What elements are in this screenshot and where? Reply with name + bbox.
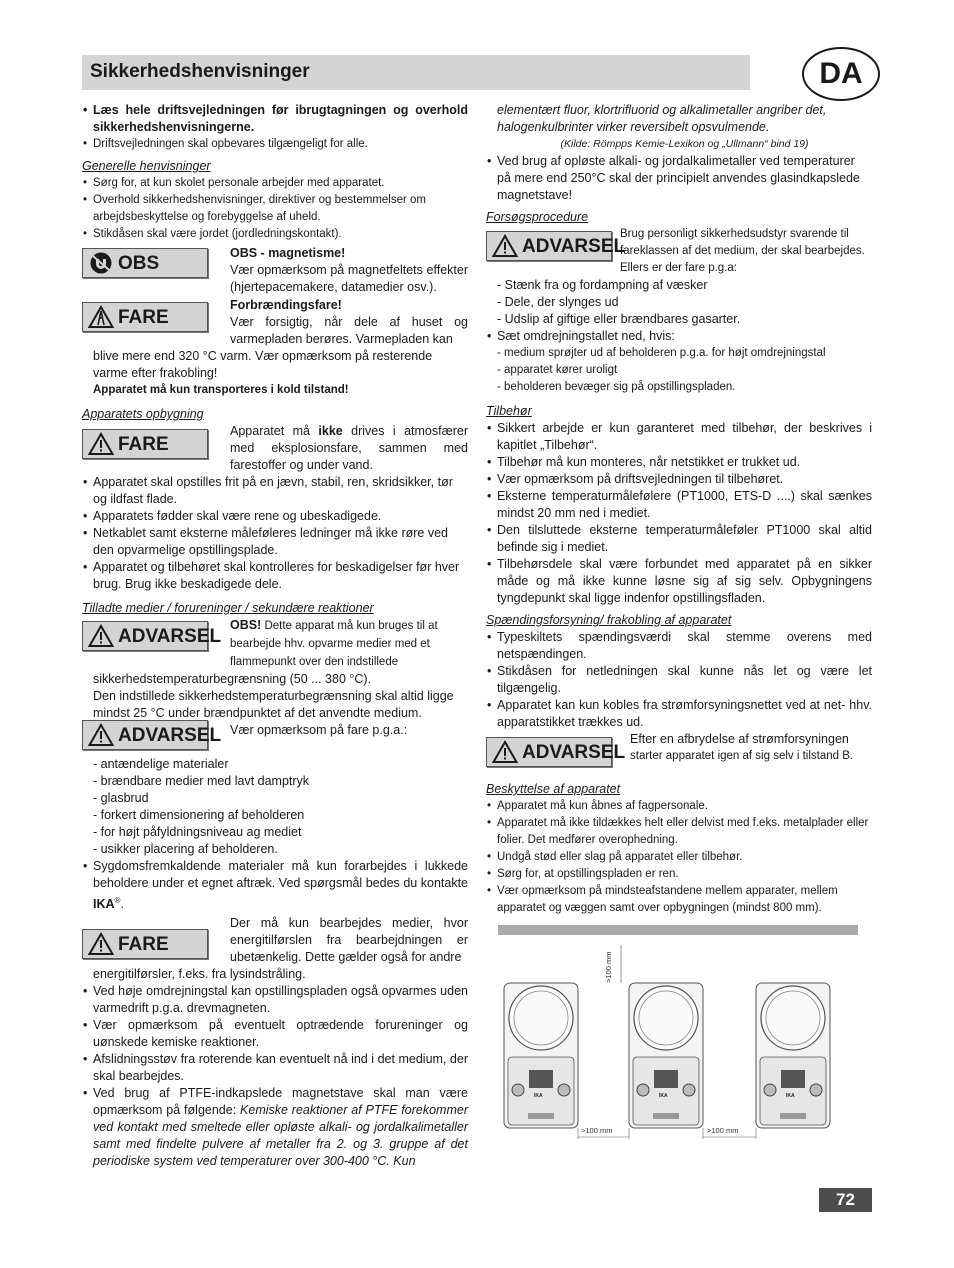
warning-icon <box>88 932 114 956</box>
list-item: • Stikdåsen skal være jordet (jordledningskontakt). <box>82 226 468 243</box>
fare-badge <box>82 929 208 959</box>
fare-label: FARE <box>118 306 169 328</box>
dim-label-left: >100 mm <box>581 1126 613 1135</box>
ptfe-cont: elementært fluor, klortrifluorid og alkalimetaller angriber det, halogenkulbrinter virker reversibelt opsvulmende. <box>497 103 827 134</box>
intro-bold: • Læs hele driftsvejledningen før ibrugtagningen og overhold sikkerhedshenvisningerne. <box>82 102 468 136</box>
left-column <box>82 102 468 1170</box>
obs-badge <box>82 248 208 278</box>
setup-heading: Apparatets opbygning <box>82 407 204 421</box>
adv1-cont2: Den indstillede sikkerhedstemperaturbegrænsning skal altid ligge mindst 25 °C under brændpunktet af det anvendte medium. <box>93 689 454 720</box>
source-note: (Kilde: Römpps Kemie-Lexikon og „Ullmann“ bind 19) <box>560 138 809 150</box>
adv2-text: Vær opmærksom på fare p.g.a.: <box>230 723 408 737</box>
page-number: 72 <box>819 1188 872 1212</box>
list-item: - apparatet kører uroligt <box>497 364 618 376</box>
advarsel-label: ADVARSEL <box>522 741 626 763</box>
intro-text: • Driftsvejledningen skal opbevares tilgængeligt for alle. <box>82 136 468 153</box>
advarsel-badge <box>82 720 222 750</box>
list-item: - Stænk fra og fordampning af væsker <box>497 278 708 292</box>
list-item: • Apparatet kan kun kobles fra strømforsyningsnettet ved at net- hhv. apparatstikket trækkes ud. <box>486 697 872 731</box>
advarsel-label: ADVARSEL <box>118 724 222 746</box>
fare2-pre: Apparatet må <box>230 424 319 438</box>
fare3-cont: energitilførsler, f.eks. fra lysindstråling. <box>93 967 306 982</box>
list-item: - Dele, der slynges ud <box>497 295 619 309</box>
fare2-post: drives i atmosfærer med eksplosionsfare, sammen med farestoffer og under vand. <box>230 424 468 472</box>
list-item <box>82 858 468 913</box>
speed-list <box>486 328 872 345</box>
hazard-list <box>82 756 468 858</box>
stirrer-device-2 <box>629 983 703 1128</box>
magnet-warning-icon <box>88 251 114 275</box>
list-item: • Afslidningsstøv fra roterende kan eventuelt nå ind i det medium, der skal bearbejdes. <box>82 1051 468 1085</box>
list-item: • Apparatet skal opstilles frit på en jævn, stabil, ren, skridsikker, tør og ildfast flade. <box>82 474 468 508</box>
device-brand: IKA <box>659 1093 668 1099</box>
power-list <box>486 629 872 731</box>
pathogen-text: Sygdomsfremkaldende materialer må kun forarbejdes i lukkede beholdere under et egnet aftræk. Ved spørgsmål bedes du kontakte <box>93 859 468 890</box>
advarsel-label: ADVARSEL <box>118 625 222 647</box>
list-item: - brændbare medier med lavt damptryk <box>93 774 310 788</box>
ceiling-bar <box>498 925 858 935</box>
stirrer-device-3 <box>756 983 830 1128</box>
list-item: • Sæt omdrejningstallet ned, hvis: <box>486 328 872 345</box>
accessories-list <box>486 420 872 607</box>
adv2-block <box>82 722 468 750</box>
list-item: - for højt påfyldningsniveau ag mediet <box>93 825 302 839</box>
dim-label-top: >100 mm <box>604 951 613 983</box>
list-item: - antændelige materialer <box>93 757 229 771</box>
list-item: • Sørg for, at opstillingspladen er ren. <box>486 866 872 883</box>
adv1-cont1: sikkerhedstemperaturbegrænsning (50 ... 380 °C). <box>93 672 372 686</box>
list-item: • Stikdåsen for netledningen skal kunne nås let og være let tilgængelig. <box>486 663 872 697</box>
adv3-text: Brug personligt sikkerhedsudstyr svarende til fareklassen af det medium, der skal bearbejdes. Ellers er der fare p.g.a: <box>620 228 865 274</box>
fare1-title: Forbrændingsfare! <box>230 298 342 312</box>
obs-block <box>82 245 468 296</box>
advarsel-badge <box>82 621 222 651</box>
more-list <box>82 983 468 1170</box>
language-badge: DA <box>802 47 880 101</box>
warning-icon <box>492 740 518 764</box>
media-heading: Tilladte medier / forureninger / sekundære reaktioner <box>82 601 374 615</box>
list-item: • Apparatets fødder skal være rene og ubeskadigede. <box>82 508 468 525</box>
general-heading: Generelle henvisninger <box>82 159 211 173</box>
stirrer-device-1 <box>504 983 578 1128</box>
list-item: • Den tilsluttede eksterne temperaturmåleføler PT1000 skal altid befinde sig i mediet. <box>486 522 872 556</box>
list-item: • Vær opmærksom på driftsvejledningen til tilbehøret. <box>486 471 872 488</box>
fare3-block <box>82 915 468 966</box>
obs-title: OBS - magnetisme! <box>230 246 346 260</box>
warning-triangle-icon <box>88 305 114 329</box>
pathogen-list <box>82 858 468 913</box>
protection-heading: Beskyttelse af apparatet <box>486 782 621 796</box>
list-item: - forkert dimensionering af beholderen <box>93 808 305 822</box>
protection-list <box>486 798 872 917</box>
warning-icon <box>88 624 114 648</box>
device-brand: IKA <box>534 1093 543 1099</box>
ptfe-text: Ved brug af PTFE-indkapslede magnetstave skal man være opmærksom på følgende: <box>93 1086 468 1118</box>
adv1-body: Dette apparat må kun bruges til at bearbejde hhv. opvarme medier med et flammepunkt over den indstillede <box>230 620 438 668</box>
fare2-block <box>82 423 468 474</box>
warning-icon <box>88 723 114 747</box>
distance-diagram <box>498 925 858 1145</box>
advarsel-badge <box>486 231 626 261</box>
ika-brand: IKA <box>93 897 115 912</box>
list-item: • Apparatet og tilbehøret skal kontrolleres for beskadigelser før hver brug. Brug ikke beskadigede dele. <box>82 559 468 593</box>
general-list <box>82 175 468 243</box>
accessories-heading: Tilbehør <box>486 404 532 418</box>
list-item: • Undgå stød eller slag på apparatet eller tilbehør. <box>486 849 872 866</box>
list-item: • Overhold sikkerhedshenvisninger, direktiver og bestemmelser om arbejdsbeskyttelse og forebyggelse af uheld. <box>82 192 468 226</box>
warning-icon <box>88 432 114 456</box>
alkali-list <box>486 153 872 204</box>
pathogen-end: . <box>120 897 124 912</box>
fare-label: FARE <box>118 433 169 455</box>
speed-dash-list <box>486 345 872 396</box>
page-title: Sikkerhedshenvisninger <box>90 61 310 82</box>
transport-note: Apparatet må kun transporteres i kold tilstand! <box>93 384 349 396</box>
list-item: • Netkablet samt eksterne måleføleres ledninger må ikke røre ved den opvarmelige opstillingsplade. <box>82 525 468 559</box>
fare1-block <box>82 297 468 348</box>
advarsel-badge <box>486 737 626 767</box>
setup-list <box>82 474 468 593</box>
procedure-heading: Forsøgsprocedure <box>486 210 589 224</box>
list-item: - Udslip af giftige eller brændbares gasarter. <box>497 312 741 326</box>
list-item: • Ved brug af opløste alkali- og jordalkalimetaller ved temperaturer på mere end 250°C skal der principielt anvendes glasindkapslede magnetstave! <box>486 153 872 204</box>
fare-badge <box>82 429 208 459</box>
procedure-list <box>486 277 872 328</box>
ptfe-italic: Kemiske reaktioner af PTFE forekommer ved kontakt med smeltede eller opløste alkali- og jordalkalimetaller samt med findelte pulvere af metaller fra 2. og 3. gruppe af det periodiske system ved temperaturer over 300-400 °C. Kun <box>93 1103 468 1169</box>
list-item: • Apparatet må ikke tildækkes helt eller delvist med f.eks. metalplader eller folier. Det medfører overophedning. <box>486 815 872 849</box>
list-item: • Vær opmærksom på mindsteafstandene mellem apparater, mellem apparatet og væggen samt over opbygningen (mindst 800 mm). <box>486 883 872 917</box>
list-item: • Sikkert arbejde er kun garanteret med tilbehør, der beskrives i kapitlet „Tilbehør“. <box>486 420 872 454</box>
obs-label: OBS <box>118 252 160 274</box>
adv4-text2: starter apparatet igen af sig selv i tilstand B. <box>630 750 854 762</box>
advarsel-label: ADVARSEL <box>522 235 626 257</box>
fare2-text <box>230 423 468 474</box>
registered-mark: ® <box>114 896 121 905</box>
adv4-block <box>486 731 872 767</box>
adv1-block <box>82 617 468 671</box>
adv1-text <box>230 617 468 671</box>
list-item <box>82 1085 468 1170</box>
adv3-block <box>486 226 872 277</box>
list-item: - usikker placering af beholderen. <box>93 842 278 856</box>
device-brand: IKA <box>786 1093 795 1099</box>
list-item: • Eksterne temperaturmålefølere (PT1000, ETS-D ....) skal sænkes mindst 20 mm ned i mediet. <box>486 488 872 522</box>
list-item: • Tilbehør må kun monteres, når netstikket er trukket ud. <box>486 454 872 471</box>
fare-label: FARE <box>118 933 169 955</box>
warning-icon <box>492 234 518 258</box>
right-column <box>486 102 872 1150</box>
fare1-cont: blive mere end 320 °C varm. Vær opmærksom på resterende varme efter frakobling! <box>93 349 433 380</box>
list-item: - glasbrud <box>93 791 149 805</box>
fare1-text: Vær forsigtig, når dele af huset og varmepladen berøres. Varmepladen kan <box>230 315 468 346</box>
list-item: - beholderen bevæger sig på opstillingspladen. <box>497 381 736 393</box>
power-heading: Spændingsforsyning/ frakobling af apparatet <box>486 613 732 627</box>
list-item: • Ved høje omdrejningstal kan opstillingspladen også opvarmes uden varmedrift p.g.a. drevmagneten. <box>82 983 468 1017</box>
adv4-text1: Efter en afbrydelse af strømforsyningen <box>630 732 849 746</box>
fare-badge <box>82 302 208 332</box>
fare2-bold: ikke <box>318 424 343 438</box>
list-item: - medium sprøjter ud af beholderen p.g.a. for højt omdrejningstal <box>497 347 826 359</box>
dim-label-right: >100 mm <box>707 1126 739 1135</box>
list-item: • Apparatet må kun åbnes af fagpersonale. <box>486 798 872 815</box>
list-item: • Tilbehørsdele skal være forbundet med apparatet på en sikker måde og må ikke kunne løsne sig af sig selv. Opbygningens tyngdepunkt skal ligge indenfor opstillingsfladen. <box>486 556 872 607</box>
adv1-bold: OBS! <box>230 618 262 632</box>
list-item: • Vær opmærksom på eventuelt optrædende forureninger og uønskede kemiske reaktioner. <box>82 1017 468 1051</box>
list-item: • Sørg for, at kun skolet personale arbejder med apparatet. <box>82 175 468 192</box>
obs-text: Vær opmærksom på magnetfeltets effekter (hjertepacemakere, datamedier osv.). <box>230 263 468 294</box>
fare3-text: Der må kun bearbejdes medier, hvor energitilførslen fra bearbejdningen er ubetænkelig. Dette gælder også for andre <box>230 916 468 965</box>
list-item: • Typeskiltets spændingsværdi skal stemme overens med netspændingen. <box>486 629 872 663</box>
